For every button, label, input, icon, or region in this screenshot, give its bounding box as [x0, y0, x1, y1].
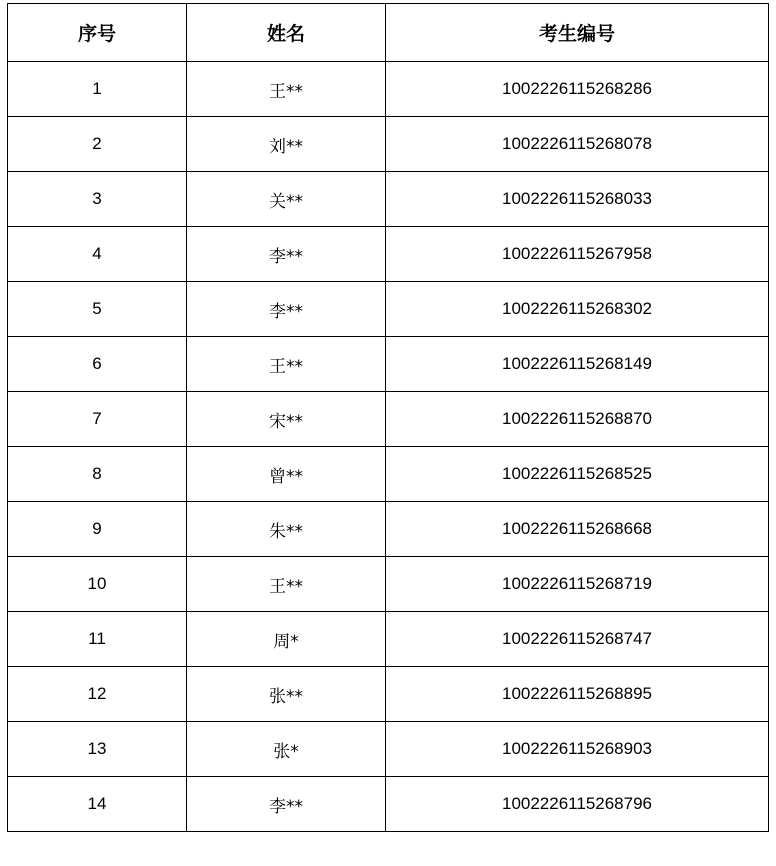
- cell-name: 王**: [187, 62, 386, 117]
- cell-exam-id: 1002226115268078: [386, 117, 769, 172]
- table-row: [8, 557, 769, 612]
- cell-exam-id: 1002226115268149: [386, 337, 769, 392]
- cell-serial-number: 12: [8, 667, 187, 722]
- cell-serial-number: 10: [8, 557, 187, 612]
- cell-serial-number: 13: [8, 722, 187, 777]
- cell-name: 王**: [187, 557, 386, 612]
- table-row: [8, 227, 769, 282]
- table-row: [8, 502, 769, 557]
- table-row: [8, 612, 769, 667]
- cell-exam-id: 1002226115268286: [386, 62, 769, 117]
- cell-exam-id: 1002226115268903: [386, 722, 769, 777]
- cell-serial-number: 8: [8, 447, 187, 502]
- cell-serial-number: 6: [8, 337, 187, 392]
- table-row: [8, 62, 769, 117]
- cell-exam-id: 1002226115268719: [386, 557, 769, 612]
- cell-exam-id: 1002226115268668: [386, 502, 769, 557]
- cell-name: 关**: [187, 172, 386, 227]
- cell-serial-number: 14: [8, 777, 187, 832]
- cell-exam-id: 1002226115268033: [386, 172, 769, 227]
- cell-serial-number: 4: [8, 227, 187, 282]
- cell-serial-number: 2: [8, 117, 187, 172]
- cell-exam-id: 1002226115268525: [386, 447, 769, 502]
- table-row: [8, 282, 769, 337]
- cell-serial-number: 5: [8, 282, 187, 337]
- cell-serial-number: 7: [8, 392, 187, 447]
- cell-serial-number: 11: [8, 612, 187, 667]
- cell-serial-number: 9: [8, 502, 187, 557]
- header-serial-number: 序号: [8, 4, 187, 62]
- table-row: [8, 667, 769, 722]
- cell-name: 周*: [187, 612, 386, 667]
- cell-name: 张*: [187, 722, 386, 777]
- table-row: [8, 172, 769, 227]
- cell-name: 李**: [187, 227, 386, 282]
- cell-exam-id: 1002226115268796: [386, 777, 769, 832]
- cell-name: 宋**: [187, 392, 386, 447]
- cell-serial-number: 3: [8, 172, 187, 227]
- table-row: [8, 392, 769, 447]
- cell-name: 曾**: [187, 447, 386, 502]
- table-row: [8, 337, 769, 392]
- header-name: 姓名: [187, 4, 386, 62]
- table-row: [8, 117, 769, 172]
- cell-name: 李**: [187, 777, 386, 832]
- cell-name: 刘**: [187, 117, 386, 172]
- header-exam-id: 考生编号: [386, 4, 769, 62]
- cell-exam-id: 1002226115268302: [386, 282, 769, 337]
- cell-exam-id: 1002226115268747: [386, 612, 769, 667]
- table-row: [8, 722, 769, 777]
- cell-name: 张**: [187, 667, 386, 722]
- table-row: [8, 777, 769, 832]
- cell-name: 李**: [187, 282, 386, 337]
- cell-exam-id: 1002226115268895: [386, 667, 769, 722]
- cell-exam-id: 1002226115267958: [386, 227, 769, 282]
- table-row: [8, 447, 769, 502]
- table-header-row: [8, 4, 769, 62]
- cell-name: 朱**: [187, 502, 386, 557]
- candidate-table: [7, 3, 769, 832]
- cell-name: 王**: [187, 337, 386, 392]
- cell-serial-number: 1: [8, 62, 187, 117]
- cell-exam-id: 1002226115268870: [386, 392, 769, 447]
